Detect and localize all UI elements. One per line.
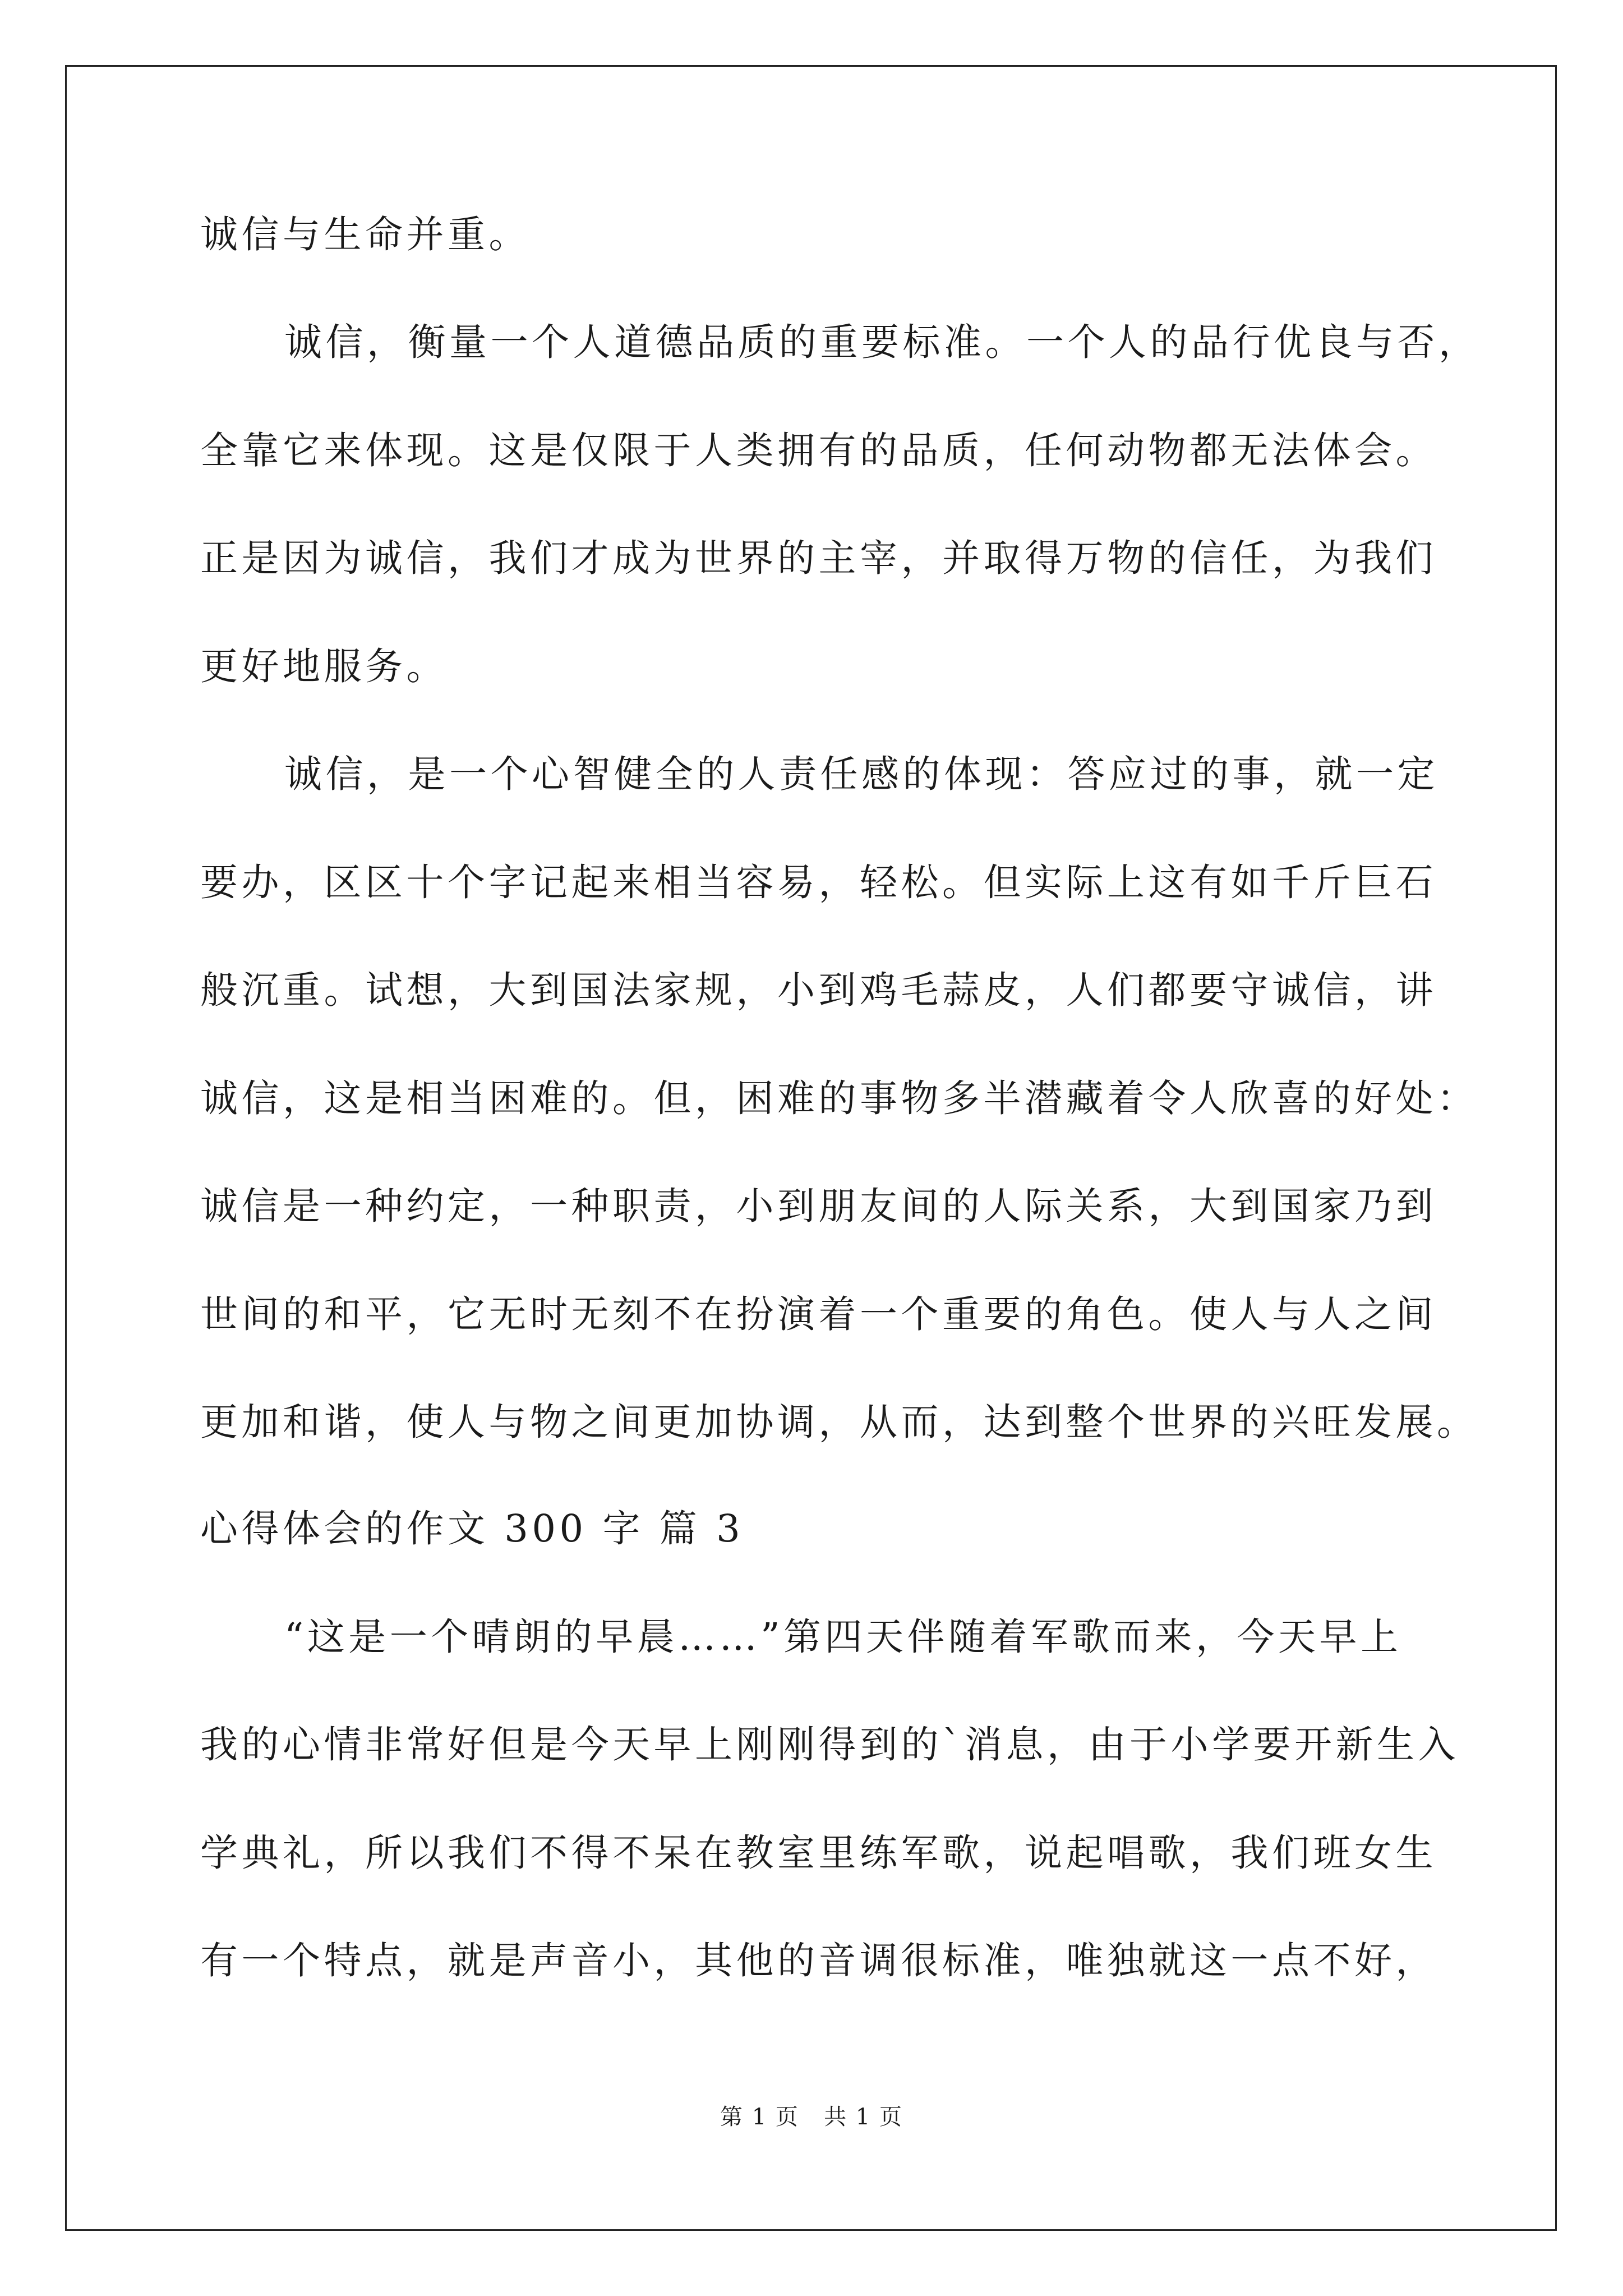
page-footer: 第 1 页 共 1 页 bbox=[720, 2104, 903, 2130]
text-line: 有一个特点，就是声音小，其他的音调很标准，唯独就这一点不好， bbox=[200, 1939, 1437, 1982]
section-heading: 心得体会的作文 300 字 篇 3 bbox=[200, 1507, 744, 1550]
text-line: 诚信与生命并重。 bbox=[200, 213, 530, 256]
text-line: 全靠它来体现。这是仅限于人类拥有的品质，任何动物都无法体会。 bbox=[200, 429, 1437, 472]
text-line: 要办，区区十个字记起来相当容易，轻松。但实际上这有如千斤巨石 bbox=[200, 861, 1437, 904]
text-line: 诚信是一种约定，一种职责，小到朋友间的人际关系，大到国家乃到 bbox=[200, 1184, 1437, 1228]
text-line: 更好地服务。 bbox=[200, 645, 448, 688]
paragraph-first-line: “这是一个晴朗的早晨……”第四天伴随着军歌而来，今天早上 bbox=[284, 1615, 1402, 1659]
text-line: 更加和谐，使人与物之间更加协调，从而，达到整个世界的兴旺发展。 bbox=[200, 1400, 1478, 1444]
text-line: 般沉重。试想，大到国法家规，小到鸡毛蒜皮，人们都要守诚信，讲 bbox=[200, 968, 1437, 1012]
page-border bbox=[65, 65, 1557, 2231]
text-line: 世间的和平，它无时无刻不在扮演着一个重要的角色。使人与人之间 bbox=[200, 1292, 1437, 1336]
text-line: 我的心情非常好但是今天早上刚刚得到的`消息，由于小学要开新生入 bbox=[200, 1723, 1459, 1766]
text-line: 诚信，这是相当困难的。但，困难的事物多半潜藏着令人欣喜的好处： bbox=[200, 1076, 1478, 1120]
paragraph-first-line: 诚信，衡量一个人道德品质的重要标准。一个人的品行优良与否， bbox=[284, 320, 1480, 364]
text-line: 正是因为诚信，我们才成为世界的主宰，并取得万物的信任，为我们 bbox=[200, 536, 1437, 580]
paragraph-first-line: 诚信，是一个心智健全的人责任感的体现：答应过的事，就一定 bbox=[284, 752, 1438, 796]
text-line: 学典礼，所以我们不得不呆在教室里练军歌，说起唱歌，我们班女生 bbox=[200, 1831, 1437, 1875]
